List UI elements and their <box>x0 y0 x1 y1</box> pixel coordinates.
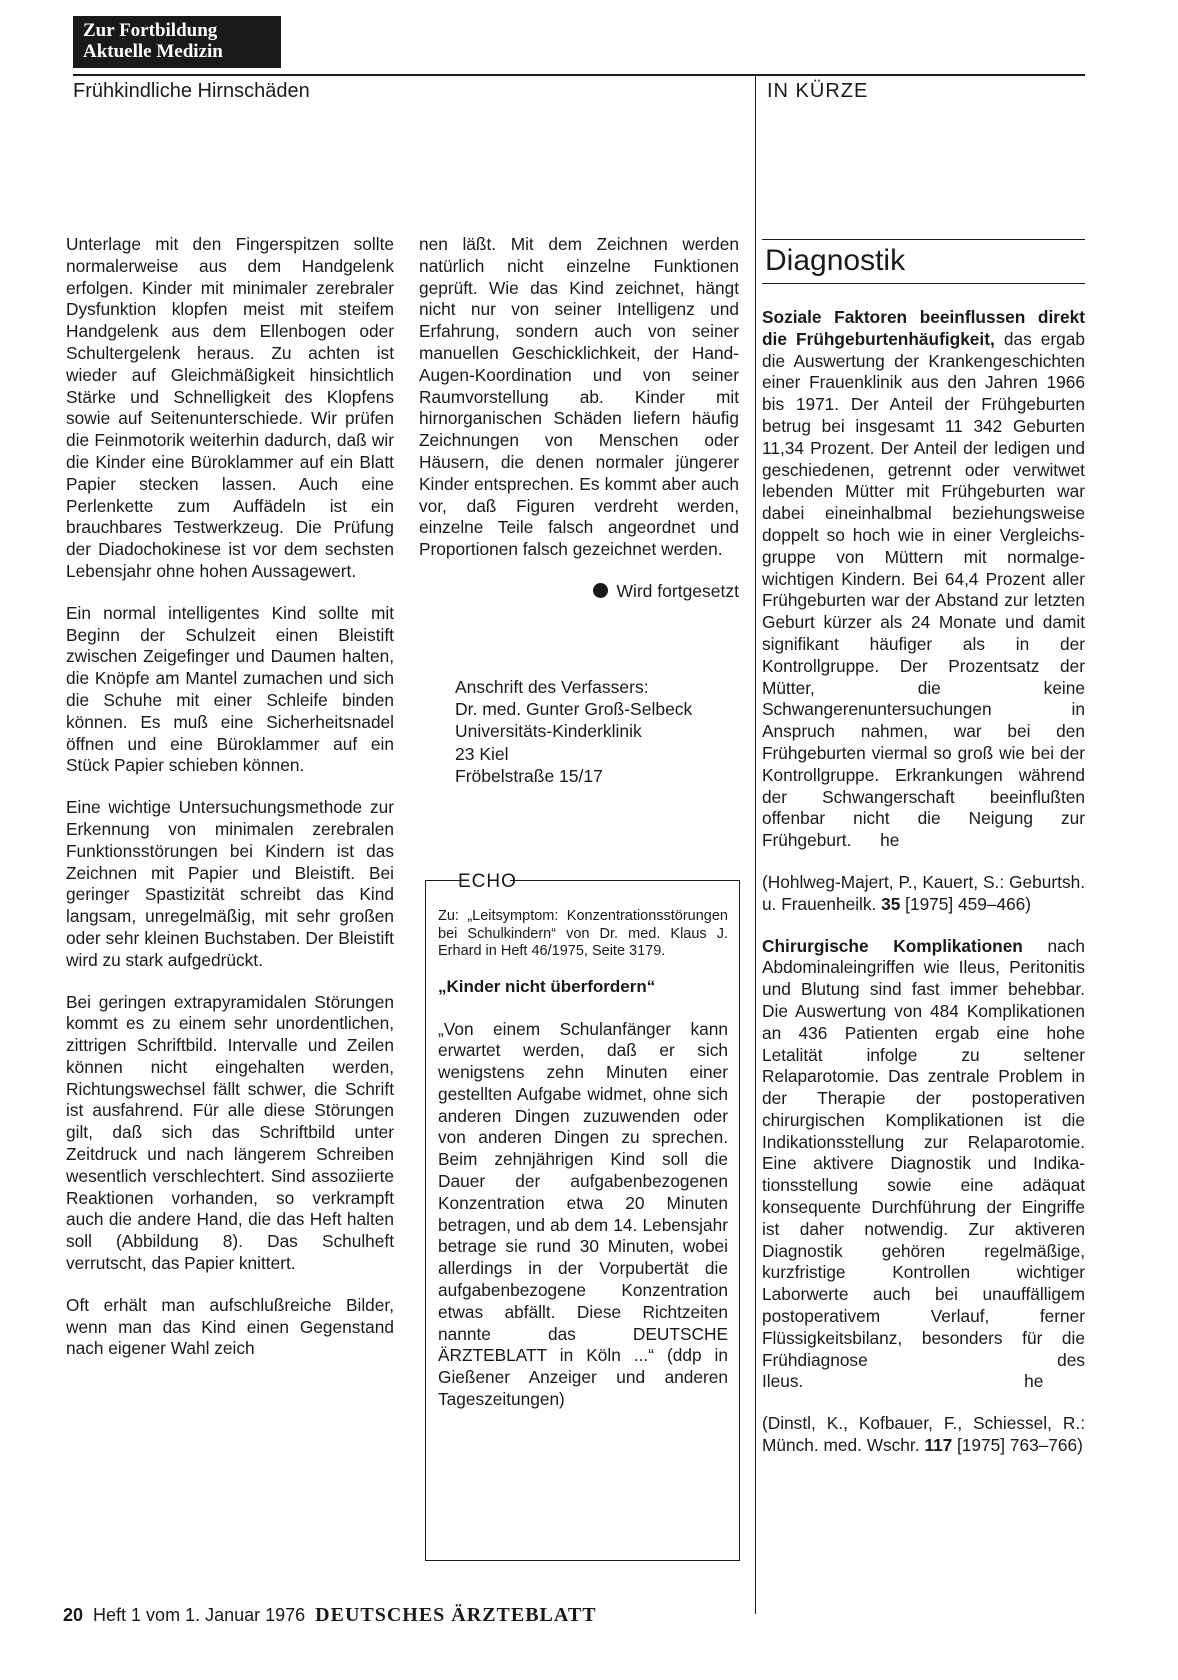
echo-label: ECHO <box>458 871 517 892</box>
article-column-2 <box>419 234 739 623</box>
brief-body: nach Abdominaleingriffen wie Ileus, Peritonitis und Blutung sind fast immer behebbar. Die Auswertung von 484 Komplikationen an 436 Patienten ergab eine hohe Letalität infolge zu seltener Relaparotomie. Das zentrale Problem in der Therapie der postoperativen chirurgischen Komplikationen ist die Indikationsstellung zur Relaparotomie. Eine aktivere Diagnostik und Indikationsstellung sowie eine adäquat konsequente Durchführung der Eingriffe ist daher notwendig. Zur aktiveren Diagnostik gehören regelmäßige, kurzfristige Kontrollen wichtiger Laborwerte auch bei unauffälligem postoperativem Verlauf, ferner Flüssigkeitsbilanz, besonders für die Frühdiagnose des Ileus. <box>762 935 1086 1392</box>
diagnostik-rule-top <box>762 239 1085 240</box>
brief-article-2 <box>762 936 1085 1394</box>
author-signature: he <box>1024 1371 1044 1392</box>
page-footer <box>63 1604 597 1627</box>
continued-note <box>419 581 739 603</box>
section-title: Frühkindliche Hirnschäden <box>73 80 310 102</box>
top-rule <box>73 74 1085 76</box>
article-column-1 <box>66 234 394 1380</box>
citation-text: (Hohlweg-Majert, P., Kauert, S.: Geburtsh. u. Frauenheilk. <box>762 871 1085 914</box>
echo-content <box>438 908 728 1411</box>
diagnostik-title: Diagnostik <box>765 244 906 277</box>
echo-body: „Von einem Schulanfänger kann erwartet werden, daß er sich wenigstens zehn Minuten einer gestellten Aufgabe widmet, ohne sich anderen Dingen zuzuwenden oder von anderen Dingen zu sprechen. Beim zehnjährigen Kind soll die Dauer der aufgabenbezogenen Konzentration etwa 20 Minuten betragen, und ab dem 14. Lebensjahr betrage sie rund 30 Minuten, wobei allerdings in der Vorpubertät die aufgabenbezogene Konzentration etwas abfällt. Diese Richtzeiten nannte das DEUTSCHE ÄRZTEBLATT in Köln ...“ (ddp in Gießener Anzeiger und anderen Tageszeitungen) <box>438 1018 728 1410</box>
echo-box-top-rule <box>510 880 740 881</box>
issue-info: Heft 1 vom 1. Januar 1976 <box>93 1605 306 1625</box>
author-name: Dr. med. Gunter Groß-Selbeck <box>455 699 693 720</box>
section-badge <box>73 16 281 68</box>
citation <box>762 872 1085 916</box>
diagnostik-rule-bottom <box>762 283 1085 284</box>
citation-text: [1975] 459–466) <box>900 893 1032 914</box>
continued-label: Wird fortgesetzt <box>616 580 739 601</box>
author-street: Fröbelstraße 15/17 <box>455 765 603 786</box>
author-signature: he <box>880 830 900 851</box>
citation-volume: 35 <box>881 893 901 914</box>
address-label: Anschrift des Verfassers: <box>455 677 649 697</box>
brief-lead: Chirurgische Komplikationen <box>762 935 1023 956</box>
paragraph: Oft erhält man aufschlußreiche Bilder, wenn man das Kind einen Gegenstand nach eigener Wahl zeich <box>66 1294 394 1359</box>
badge-line-2: Aktuelle Medizin <box>83 41 223 62</box>
journal-name: DEUTSCHES ÄRZTEBLATT <box>315 1604 597 1626</box>
echo-headline: „Kinder nicht überfordern“ <box>438 976 656 996</box>
bullet-dot-icon <box>593 583 608 598</box>
citation-volume: 117 <box>924 1435 953 1456</box>
brief-body: das ergab die Auswertung der Krankengeschichten einer Frauenklinik aus den Jahren 1966 bis 1971. Der Anteil der Frühgeburten betrug bei insgesamt 11 342 Geburten 11,34 Prozent. Der Anteil der ledigen und geschiedenen, getrennt oder verwitwet lebenden Mütter mit Frühgeburten war dabei eineinhalbmal beziehungsweise doppelt so hoch wie in einer Vergleichsgruppe von Müttern mit normalgewichtigen Kindern. Bei 64,4 Prozent aller Frühgeburten war der Abstand zur letzten Geburt kürzer als 24 Monate und damit signifikant häufiger als in der Kontrollgruppe. Der Prozentsatz der Mütter, die keine Schwangerenuntersuchungen in Anspruch nahmen, war bei den Frühgeburten viermal so groß wie bei der Kontrollgruppe. Erkrankungen während der Schwangerschaft beeinflußten offenbar nicht die Neigung zur Frühgeburt. <box>762 328 1085 851</box>
echo-box-top-rule <box>425 880 460 881</box>
page-number: 20 <box>63 1605 84 1625</box>
author-city: 23 Kiel <box>455 743 509 764</box>
author-institution: Universitäts-Kinderklinik <box>455 721 642 742</box>
paragraph: Bei geringen extrapyramidalen Störungen kommt es zu einem sehr unordentlichen, zittrigen Schriftbild. Intervalle und Zeilen können nicht eingehalten werden, Richtungswechsel fällt schwer, die Schrift ist ausfahrend. Für alle diese Störungen gilt, daß sich das Schriftbild unter Zeitdruck und nach längerem Schreiben wesentlich verschlechtert. Sind assoziierte Reaktionen vorhanden, so verkrampft auch die andere Hand, die das Heft halten soll (Abbildung 8). Das Schulheft verrutscht, das Papier knittert. <box>66 991 394 1274</box>
paragraph: nen läßt. Mit dem Zeichnen werden natürlich nicht einzelne Funktionen geprüft. Wie das Kind zeichnet, hängt nicht nur von seiner Intelligenz und Erfahrung, sondern auch von seiner manuellen Geschicklichkeit, der Hand-Augen-Koordination und von seiner Raumvorstellung ab. Kinder mit hirnorganischen Schäden liefern häufig Zeichnungen von Menschen oder Häusern, die denen normaler jüngerer Kinder entsprechen. Es kommt aber auch vor, daß Figuren verdreht werden, einzelne Teile falsch angeordnet und Proportionen falsch gezeichnet werden. <box>419 234 739 560</box>
citation-text: (Dinstl, K., Kofbauer, F., Schiessel, R.: Münch. med. Wschr. <box>762 1413 1085 1456</box>
paragraph: Ein normal intelligentes Kind sollte mit Beginn der Schulzeit einen Bleistift zwischen Zeigefinger und Daumen halten, die Knöpfe am Mantel zumachen und sich die Schuhe mit einer Schleife binden können. Es muß eine Sicherheitsnadel öffnen und eine Büroklammer auf ein Stück Papier schieben können. <box>66 602 394 776</box>
paragraph: Unterlage mit den Fingerspitzen sollte normalerweise aus dem Handgelenk erfolgen. Kinder mit minimaler zerebraler Dysfunktion klopfen meist mit steifem Handgelenk aus dem Ellenbogen oder Schultergelenk heraus. Zu achten ist wieder auf Gleichmäßigkeit hinsichtlich Stärke und Schnelligkeit des Klopfens sowie auf Seitenunterschiede. Wir prüfen die Feinmotorik weiterhin dadurch, daß wir die Kinder eine Büroklammer auf ein Blatt Papier stecken lassen. Auch eine Perlenkette zum Auffädeln ist ein brauchbares Testwerkzeug. Die Prüfung der Diadochokinese ist vor dem sechsten Lebensjahr ohne hohen Aussagewert. <box>66 234 394 581</box>
citation-text: [1975] 763–766) <box>952 1435 1083 1456</box>
in-kuerze-title: IN KÜRZE <box>767 80 869 102</box>
column-divider <box>755 74 756 1614</box>
brief-lead: Soziale Faktoren beeinflussen direkt die Frühgeburtenhäufigkeit, <box>762 307 1085 349</box>
echo-reference: Zu: „Leitsymptom: Konzentrationsstörungen bei Schulkindern“ von Dr. med. Klaus J. Erhard in Heft 46/1975, Seite 3179. <box>438 908 728 959</box>
brief-article-1 <box>762 307 1085 852</box>
in-kuerze-column <box>762 307 1085 1477</box>
citation <box>762 1413 1085 1457</box>
author-address <box>455 676 745 787</box>
badge-line-1: Zur Fortbildung <box>83 20 218 41</box>
paragraph: Eine wichtige Untersuchungsmethode zur Erkennung von minimalen zerebralen Funktionsstörungen bei Kindern ist das Zeichnen mit Papier und Bleistift. Bei geringer Spastizität schreibt das Kind langsam, unregelmäßig, mit sehr großen oder sehr kleinen Buchstaben. Der Bleistift wird zu stark aufgedrückt. <box>66 797 394 970</box>
